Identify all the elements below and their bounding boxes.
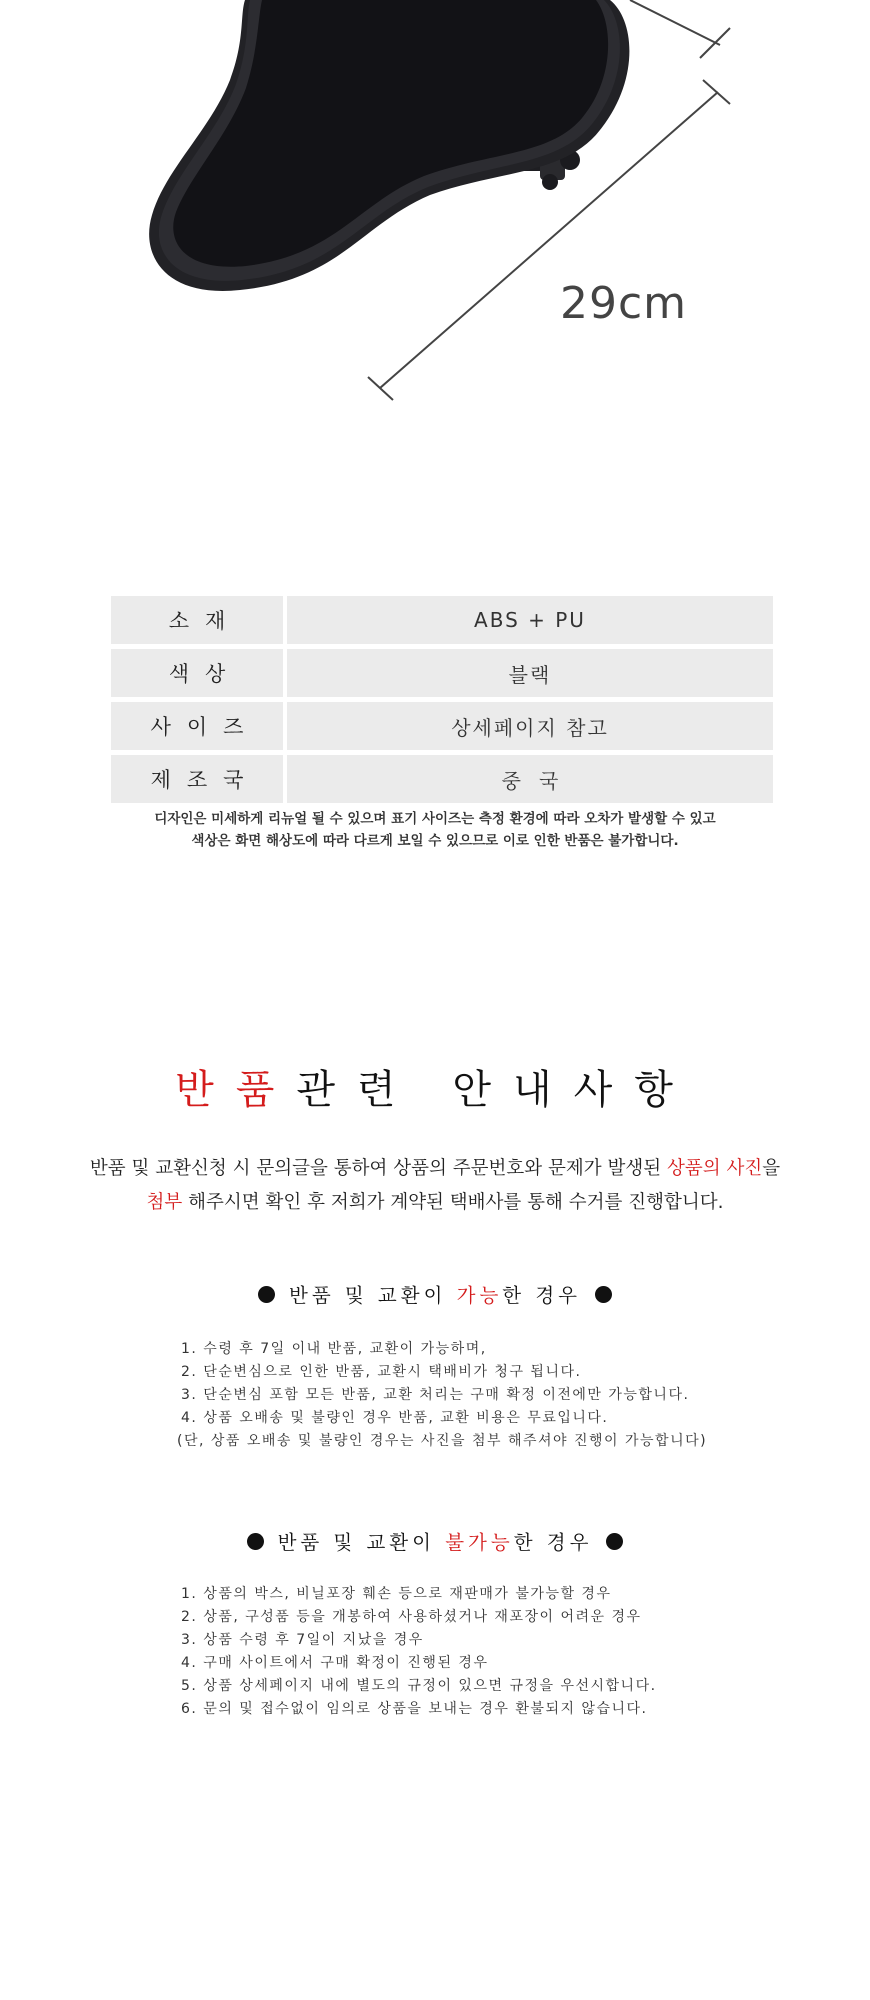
list-item: (단, 상품 오배송 및 불량인 경우는 사진을 첨부 해주셔야 진행이 가능합니다) — [177, 1433, 708, 1449]
spec-row-origin — [111, 755, 773, 803]
disclaimer — [0, 808, 870, 852]
list-item: 1. 상품의 박스, 비닐포장 훼손 등으로 재판매가 불가능할 경우 — [181, 1586, 612, 1602]
intro-line — [0, 1152, 870, 1186]
bullet-icon — [606, 1533, 623, 1550]
product-image — [0, 0, 870, 430]
armrest-pad-cushion — [173, 0, 608, 267]
spec-row-color — [111, 649, 773, 697]
spec-value: ABS + PU — [287, 596, 773, 644]
list-item: 5. 상품 상세페이지 내에 별도의 규정이 있으면 규정을 우선시합니다. — [181, 1678, 657, 1694]
heading-text: 한 경우 — [513, 1531, 593, 1554]
return-section-title — [0, 1058, 870, 1115]
spec-value: 블랙 — [287, 649, 773, 697]
heading-highlight: 불가능 — [445, 1531, 514, 1554]
bullet-icon — [258, 1286, 275, 1303]
list-item: 1. 수령 후 7일 이내 반품, 교환이 가능하며, — [181, 1341, 487, 1357]
list-item: 3. 상품 수령 후 7일이 지났을 경우 — [181, 1632, 424, 1648]
spec-row-material — [111, 596, 773, 644]
spec-value: 중국 — [287, 755, 773, 803]
spec-value: 상세페이지 참고 — [287, 702, 773, 750]
intro-line — [0, 1186, 870, 1220]
possible-list — [177, 1338, 821, 1453]
intro-text: 해주시면 확인 후 저희가 계약된 택배사를 통해 수거를 진행합니다. — [182, 1192, 724, 1213]
list-item: 4. 구매 사이트에서 구매 확정이 진행된 경우 — [181, 1655, 489, 1671]
list-item: 3. 단순변심 포함 모든 반품, 교환 처리는 구매 확정 이전에만 가능합니다. — [181, 1387, 690, 1403]
title-rest: 관련 안내사항 — [296, 1067, 695, 1113]
list-item: 2. 상품, 구성품 등을 개봉하여 사용하셨거나 재포장이 어려운 경우 — [181, 1609, 642, 1625]
intro-highlight: 상품의 사진 — [666, 1158, 763, 1179]
spec-key: 소재 — [111, 596, 283, 644]
dimension-label: 29cm — [560, 278, 688, 329]
spec-table — [111, 596, 773, 808]
list-item: 4. 상품 오배송 및 불량인 경우 반품, 교환 비용은 무료입니다. — [181, 1410, 609, 1426]
disclaimer-line: 색상은 화면 해상도에 따라 다르게 보일 수 있으므로 이로 인한 반품은 불가합니다. — [191, 833, 679, 849]
impossible-list — [181, 1583, 821, 1721]
intro-text: 반품 및 교환신청 시 문의글을 통하여 상품의 주문번호와 문제가 발생된 — [89, 1158, 667, 1179]
spec-key: 사이즈 — [111, 702, 283, 750]
disclaimer-line: 디자인은 미세하게 리뉴얼 될 수 있으며 표기 사이즈는 측정 환경에 따라 오차가 발생할 수 있고 — [154, 811, 716, 827]
list-item: 6. 문의 및 접수없이 임의로 상품을 보내는 경우 환불되지 않습니다. — [181, 1701, 648, 1717]
heading-text: 한 경우 — [502, 1284, 582, 1307]
heading-text: 반품 및 교환이 — [288, 1284, 457, 1307]
list-item: 2. 단순변심으로 인한 반품, 교환시 택배비가 청구 됩니다. — [181, 1364, 582, 1380]
heading-highlight: 가능 — [456, 1284, 503, 1307]
top-dimension-line — [630, 0, 720, 45]
intro-text: 을 — [762, 1158, 781, 1179]
bullet-icon — [595, 1286, 612, 1303]
impossible-heading — [0, 1527, 870, 1555]
title-highlight: 반품 — [175, 1067, 297, 1113]
return-intro — [0, 1152, 870, 1220]
bullet-icon — [247, 1533, 264, 1550]
heading-text: 반품 및 교환이 — [277, 1531, 446, 1554]
possible-heading — [0, 1280, 870, 1308]
spec-key: 색상 — [111, 649, 283, 697]
spec-row-size — [111, 702, 773, 750]
spec-key: 제조국 — [111, 755, 283, 803]
intro-highlight: 첨부 — [146, 1192, 183, 1213]
top-dimension-tick — [700, 28, 730, 58]
